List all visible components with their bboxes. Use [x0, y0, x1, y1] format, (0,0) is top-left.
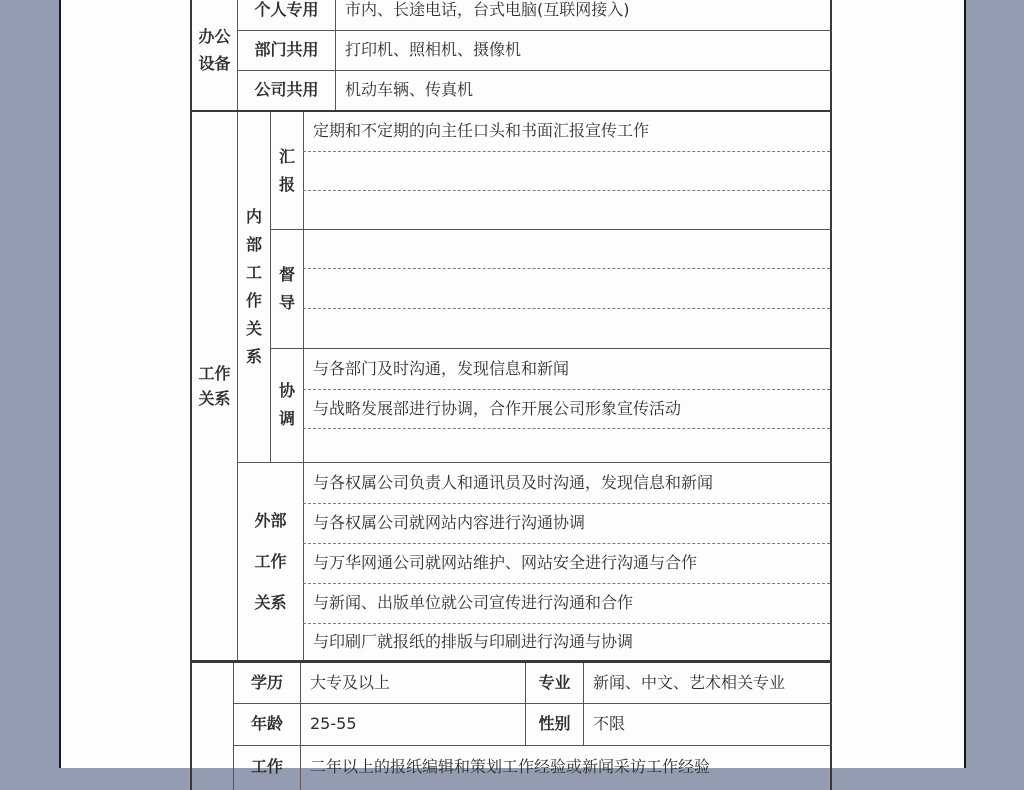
external-line: 与新闻、出版单位就公司宣传进行沟通和合作 — [313, 593, 634, 612]
supervise-line — [304, 308, 830, 348]
coordinate-line — [304, 428, 830, 462]
internal-relations-label: 内部工作关系 — [245, 207, 262, 366]
table-right-border — [830, 0, 832, 790]
education-value: 大专及以上 — [310, 673, 391, 692]
external-line: 与各权属公司就网站内容进行沟通协调 — [313, 513, 586, 532]
equipment-row-value: 打印机、照相机、摄像机 — [345, 40, 522, 59]
work-relations-label: 工作关系 — [198, 364, 231, 408]
gender-value: 不限 — [593, 714, 626, 733]
equipment-row-value: 机动车辆、传真机 — [345, 80, 474, 99]
equipment-row-label: 公司共用 — [254, 80, 319, 99]
report-line: 定期和不定期的向主任口头和书面汇报宣传工作 — [313, 120, 650, 140]
internal-relations-header — [238, 112, 270, 462]
work-experience-label: 工作 — [250, 757, 283, 776]
document-page — [59, 0, 966, 776]
equipment-row-label: 部门共用 — [254, 40, 319, 59]
report-line — [304, 151, 830, 190]
external-relations-label: 外部工作关系 — [254, 511, 287, 612]
report-line — [304, 190, 830, 229]
coordinate-line: 与战略发展部进行协调，合作开展公司形象宣传活动 — [313, 398, 682, 418]
equipment-row-label: 个人专用 — [254, 0, 319, 19]
equipment-row-value: 市内、长途电话，台式电脑(互联网接入) — [345, 0, 630, 19]
external-line: 与各权属公司负责人和通讯员及时沟通，发现信息和新闻 — [313, 473, 714, 492]
major-label: 专业 — [538, 673, 571, 692]
supervise-line — [304, 229, 830, 268]
work-experience-value: 二年以上的报纸编辑和策划工作经验或新闻采访工作经验 — [310, 757, 711, 776]
office-equipment-header — [192, 0, 237, 110]
supervise-row-label: 督导 — [278, 264, 295, 312]
office-equipment-label: 办公设备 — [198, 27, 231, 73]
age-value: 25-55 — [310, 714, 357, 733]
external-relations-header — [238, 463, 303, 660]
external-line: 与印刷厂就报纸的排版与印刷进行沟通与协调 — [313, 631, 634, 651]
major-value: 新闻、中文、艺术相关专业 — [593, 673, 786, 692]
education-label: 学历 — [250, 673, 283, 692]
supervise-line — [304, 268, 830, 308]
work-relations-header — [192, 112, 237, 660]
age-label: 年龄 — [250, 714, 283, 733]
coordinate-row-label: 协调 — [278, 381, 295, 428]
external-line: 与万华网通公司就网站维护、网站安全进行沟通与合作 — [313, 553, 698, 572]
coordinate-line: 与各部门及时沟通，发现信息和新闻 — [313, 358, 570, 378]
gender-label: 性别 — [538, 714, 571, 733]
report-row-label: 汇报 — [278, 146, 295, 194]
job-description-table — [190, 0, 832, 790]
